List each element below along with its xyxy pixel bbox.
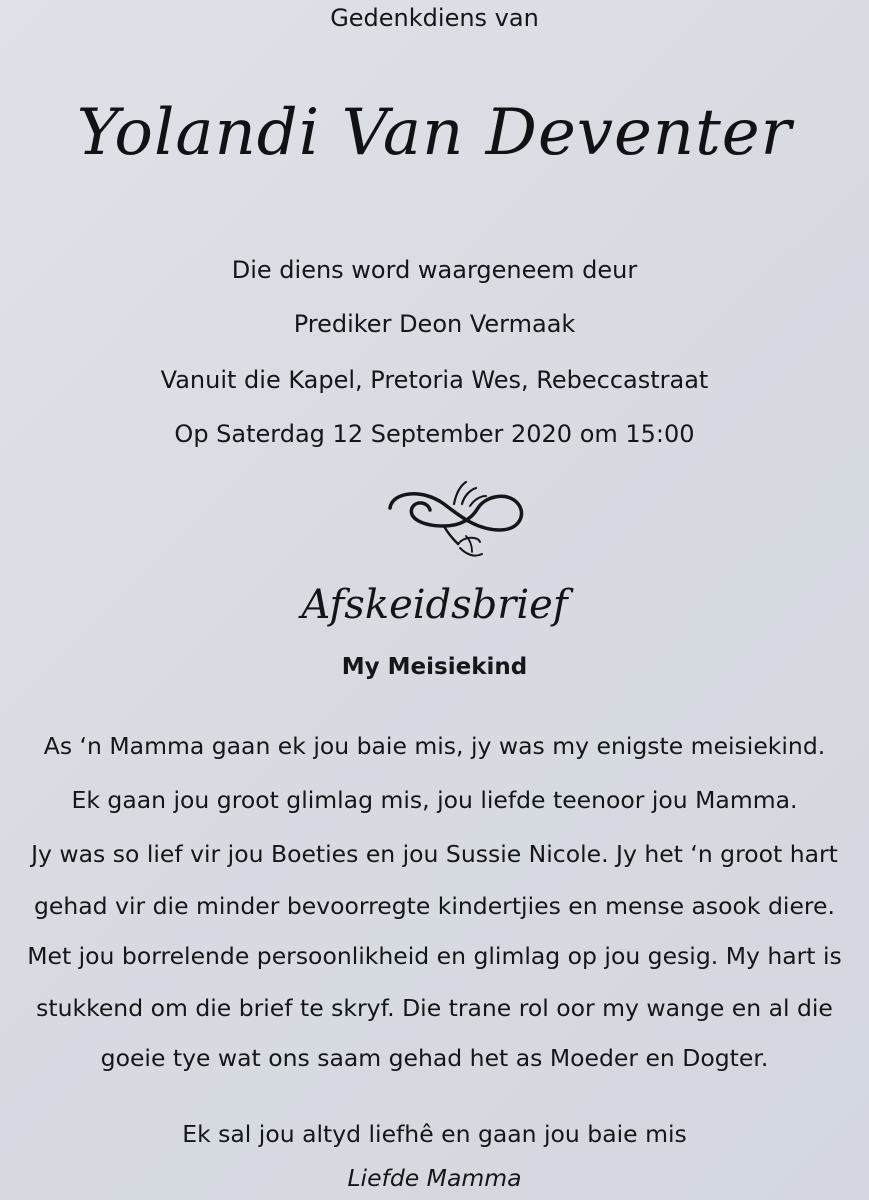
service-date-time: Op Saterdag 12 September 2020 om 15:00 (174, 420, 695, 448)
service-venue: Vanuit die Kapel, Pretoria Wes, Rebeccastraat (160, 366, 709, 394)
letter-line: Ek gaan jou groot glimlag mis, jou liefde teenoor jou Mamma. (71, 786, 798, 814)
service-officiant-intro: Die diens word waargeneem deur (231, 256, 638, 284)
flourish-ornament-icon (382, 474, 532, 564)
deceased-name: Yolandi Van Deventer (76, 96, 793, 170)
letter-line: stukkend om die brief te skryf. Die trane rol oor my wange en al die (36, 994, 833, 1022)
letter-line: As ‘n Mamma gaan ek jou baie mis, jy was my enigste meisiekind. (43, 732, 826, 760)
letter-heading: Afskeidsbrief (301, 582, 568, 628)
letter-line: Met jou borrelende persoonlikheid en glimlag op jou gesig. My hart is (27, 942, 842, 970)
letter-closing: Ek sal jou altyd liefhê en gaan jou baie mis (182, 1120, 687, 1148)
letter-line: Jy was so lief vir jou Boeties en jou Sussie Nicole. Jy het ‘n groot hart (31, 840, 838, 868)
service-header: Gedenkdiens van (330, 4, 539, 32)
letter-line: gehad vir die minder bevoorregte kindertjies en mense asook diere. (34, 892, 835, 920)
letter-line: goeie tye wat ons saam gehad het as Moeder en Dogter. (100, 1044, 769, 1072)
letter-subheading: My Meisiekind (341, 654, 528, 680)
letter-signoff: Liefde Mamma (347, 1164, 522, 1192)
service-officiant: Prediker Deon Vermaak (293, 310, 576, 338)
